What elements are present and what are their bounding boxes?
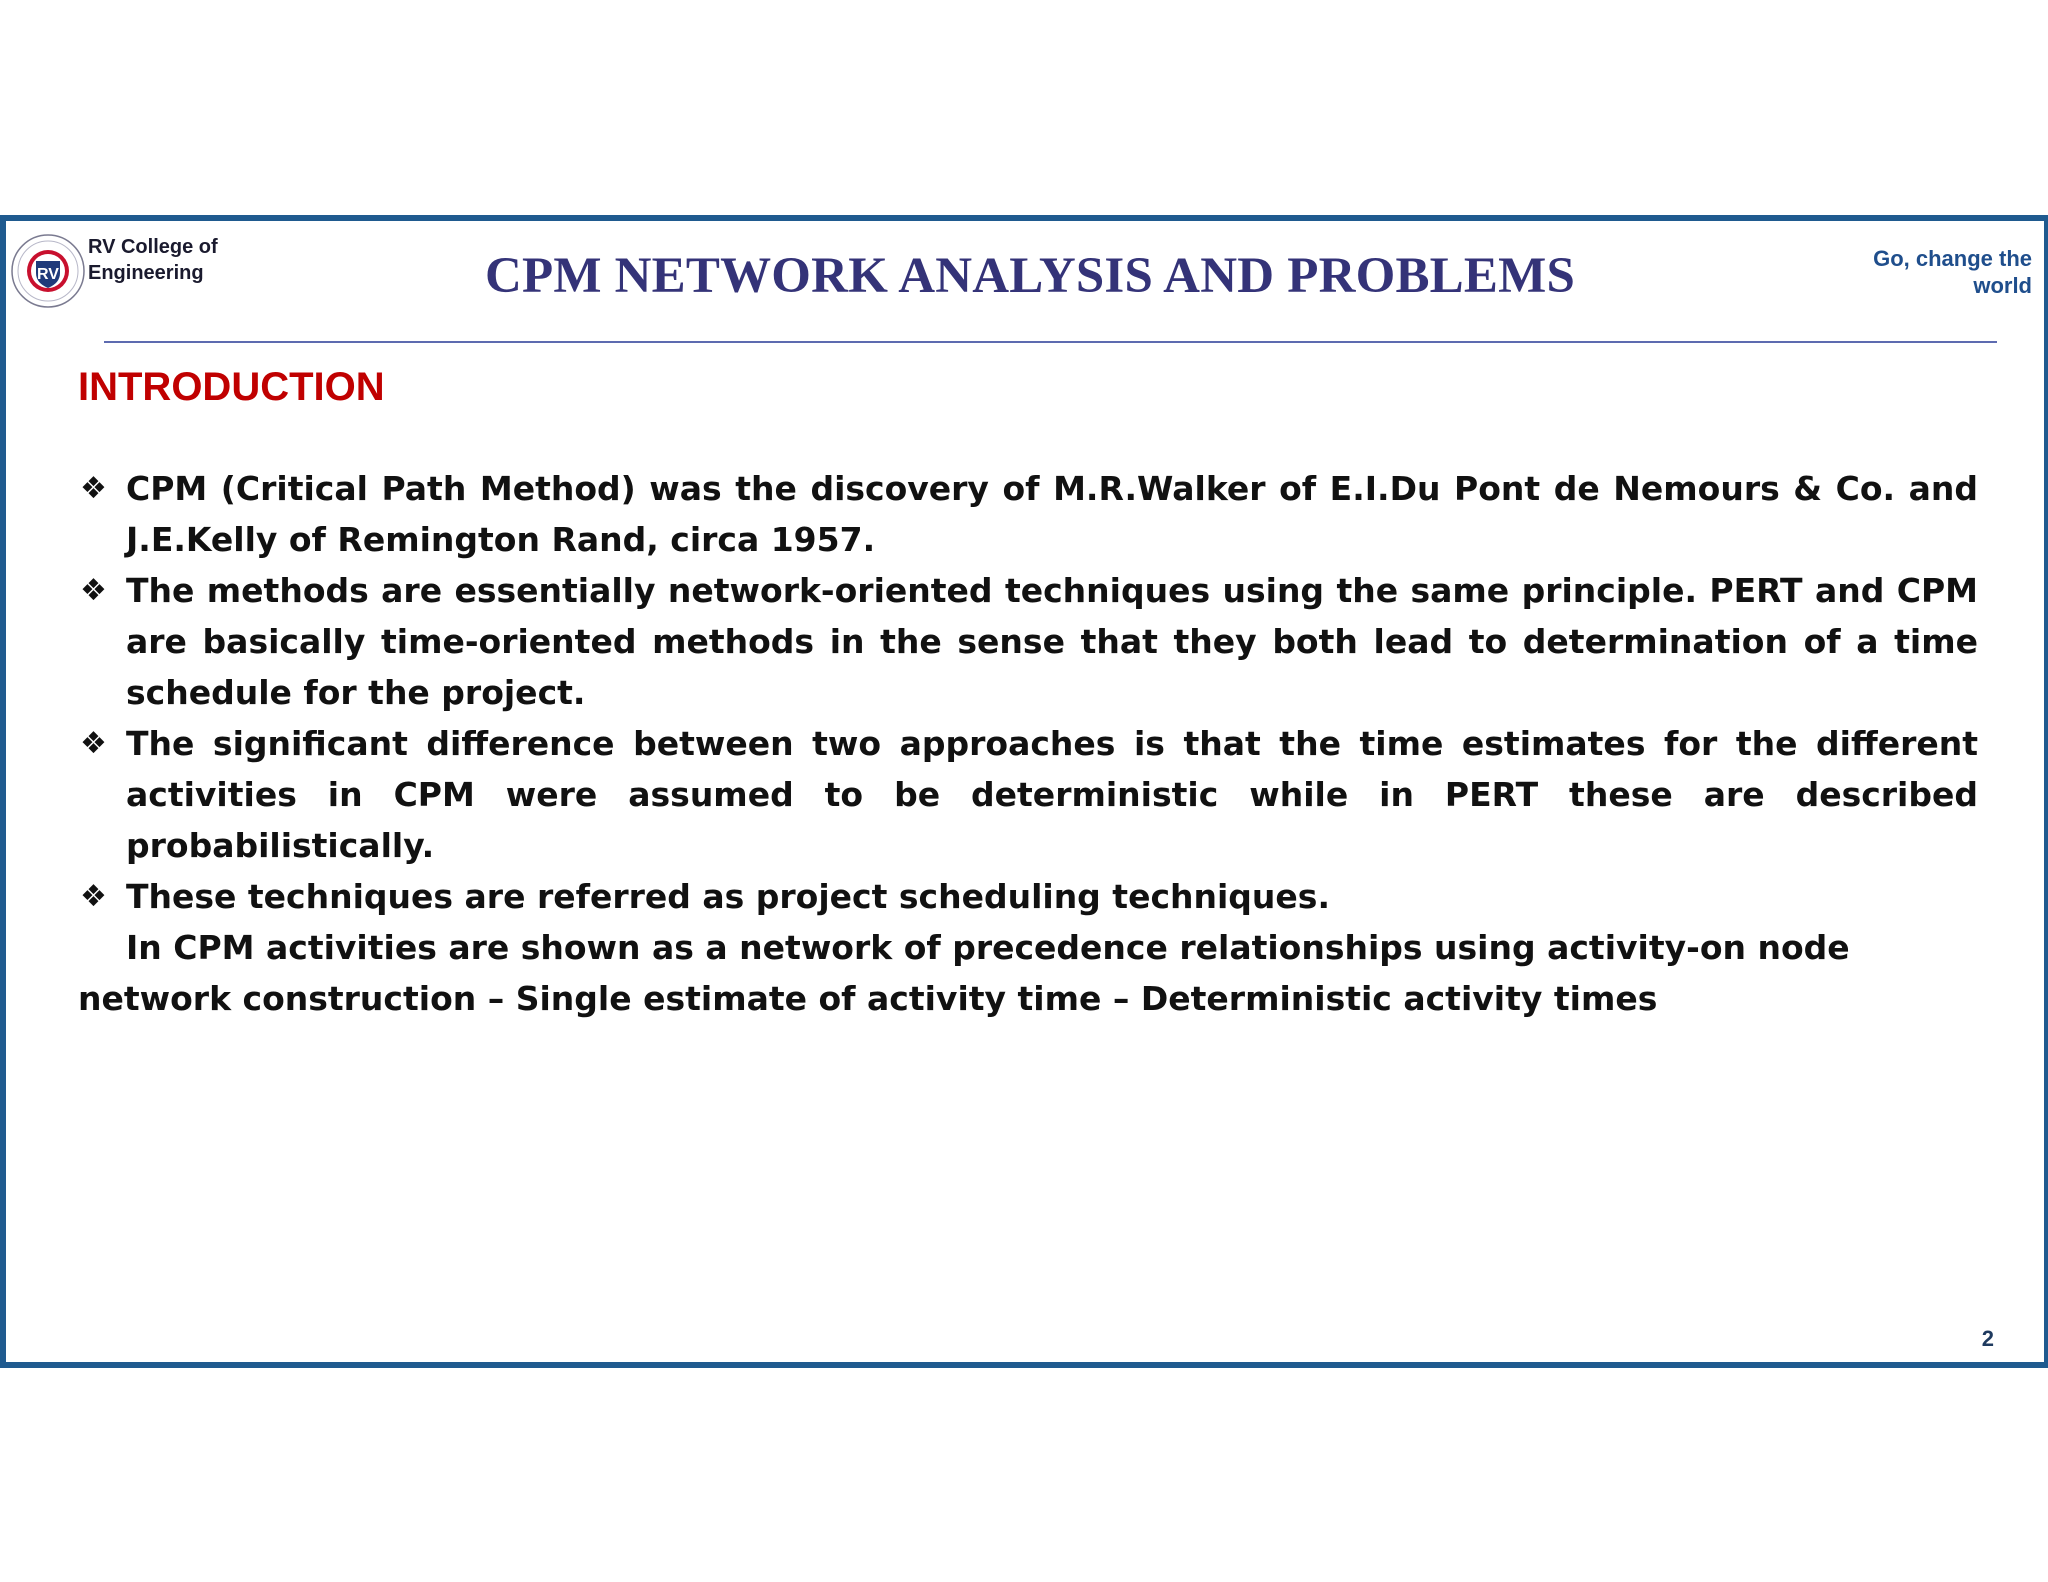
diamond-bullet-icon: ❖ — [80, 726, 107, 761]
bullet-item — [78, 871, 1978, 922]
bullet-text: These techniques are referred as project scheduling techniques. — [126, 877, 1330, 916]
bullet-item — [78, 463, 1978, 565]
college-name-line1: RV College of — [88, 236, 218, 258]
tagline — [1832, 245, 2032, 299]
bullet-text: The methods are essentially network-oriented techniques using the same principle. PERT and CPM are basically time-oriented methods in the sense that they both lead to determination of a time schedule for the project. — [126, 571, 1978, 712]
college-name-line2: Engineering — [88, 262, 204, 284]
title-divider — [104, 341, 1997, 343]
diamond-bullet-icon: ❖ — [80, 879, 107, 914]
slide-title: CPM NETWORK ANALYSIS AND PROBLEMS — [484, 248, 1576, 304]
bullet-text: The significant difference between two approaches is that the time estimates for the different activities in CPM were assumed to be deterministic while in PERT these are described probabilistically. — [126, 724, 1978, 865]
slide — [0, 215, 2048, 1368]
bullet-item — [78, 718, 1978, 871]
bullet-item — [78, 565, 1978, 718]
bullet-text: CPM (Critical Path Method) was the discovery of M.R.Walker of E.I.Du Pont de Nemours & Co. and J.E.Kelly of Remington Rand, circa 1957. — [126, 469, 1978, 559]
page-number: 2 — [1981, 1326, 1994, 1351]
diamond-bullet-icon: ❖ — [80, 471, 107, 506]
closing-paragraph: In CPM activities are shown as a network of precedence relationships using activity-on node network construction – Single estimate of activity time – Deterministic activity times — [78, 928, 1850, 1018]
logo-letters: RV — [37, 266, 59, 283]
diamond-bullet-icon: ❖ — [80, 573, 107, 608]
tagline-line2: world — [1973, 273, 2032, 298]
section-heading: INTRODUCTION — [78, 365, 385, 409]
tagline-line1: Go, change the — [1873, 246, 2032, 271]
content-body — [78, 463, 1978, 1024]
